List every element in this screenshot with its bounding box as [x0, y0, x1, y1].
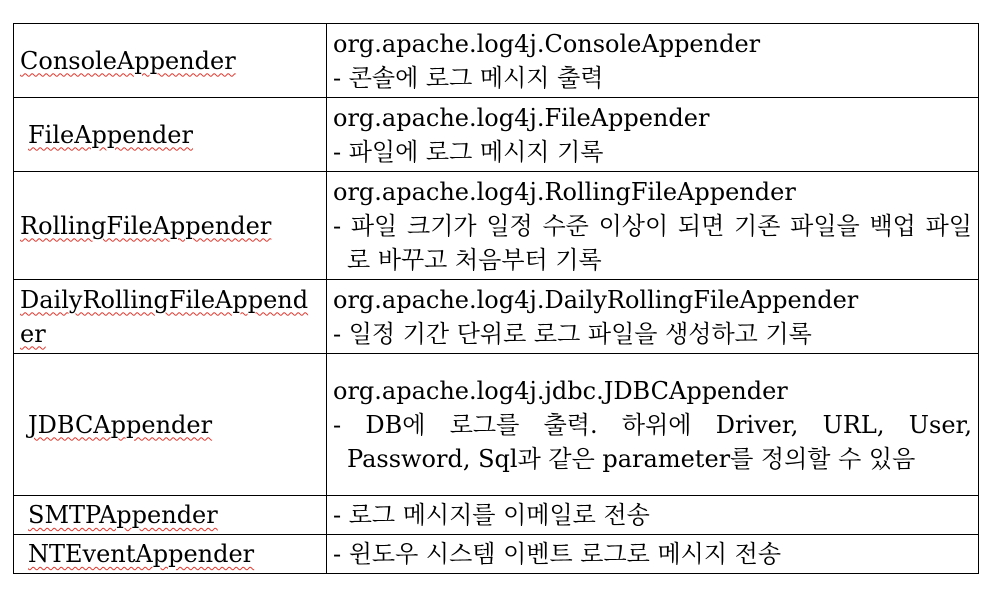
table-row [14, 98, 979, 172]
appender-name-cell [14, 24, 327, 98]
appender-name: DailyRollingFileAppender [20, 285, 309, 348]
appender-name-cell [14, 172, 327, 280]
appender-description: - 콘솔에 로그 메시지 출력 [333, 63, 604, 92]
appender-name-cell [14, 280, 327, 354]
appender-description: - DB에 로그를 출력. 하위에 Driver, URL, User, Password, Sql과 같은 parameter를 정의할 수 있음 [333, 410, 972, 473]
appender-description: - 파일 크기가 일정 수준 이상이 되면 기존 파일을 백업 파일로 바꾸고 처음부터 기록 [333, 211, 972, 274]
appender-name: FileAppender [28, 120, 193, 149]
appender-name-cell [14, 354, 327, 496]
table-row [14, 354, 979, 496]
appender-description: - 파일에 로그 메시지 기록 [333, 137, 604, 166]
appender-description: - 윈도우 시스템 이벤트 로그로 메시지 전송 [333, 540, 782, 568]
appender-name-cell [14, 535, 327, 574]
appender-class-name: org.apache.log4j.RollingFileAppender [333, 177, 796, 206]
appender-description: - 로그 메시지를 이메일로 전송 [333, 501, 650, 529]
appender-class-name: org.apache.log4j.ConsoleAppender [333, 29, 761, 58]
appender-class-name: org.apache.log4j.jdbc.JDBCAppender [333, 376, 788, 405]
appender-description-cell [327, 496, 979, 535]
appender-description-cell [327, 98, 979, 172]
table-row [14, 496, 979, 535]
appender-description-cell [327, 172, 979, 280]
appender-name: RollingFileAppender [20, 211, 272, 240]
table-row [14, 535, 979, 574]
table-row [14, 280, 979, 354]
table-row [14, 24, 979, 98]
appender-description-cell [327, 354, 979, 496]
appender-name-cell [14, 98, 327, 172]
appender-description-cell [327, 280, 979, 354]
appender-table [13, 23, 979, 574]
appender-name: JDBCAppender [28, 410, 213, 439]
appender-description-cell [327, 535, 979, 574]
appender-name: NTEventAppender [28, 540, 255, 568]
appender-class-name: org.apache.log4j.FileAppender [333, 103, 710, 132]
appender-name-cell [14, 496, 327, 535]
appender-name: ConsoleAppender [20, 46, 236, 75]
table-row [14, 172, 979, 280]
appender-description: - 일정 기간 단위로 로그 파일을 생성하고 기록 [333, 319, 812, 348]
appender-name: SMTPAppender [28, 501, 218, 529]
appender-description-cell [327, 24, 979, 98]
appender-class-name: org.apache.log4j.DailyRollingFileAppender [333, 285, 859, 314]
